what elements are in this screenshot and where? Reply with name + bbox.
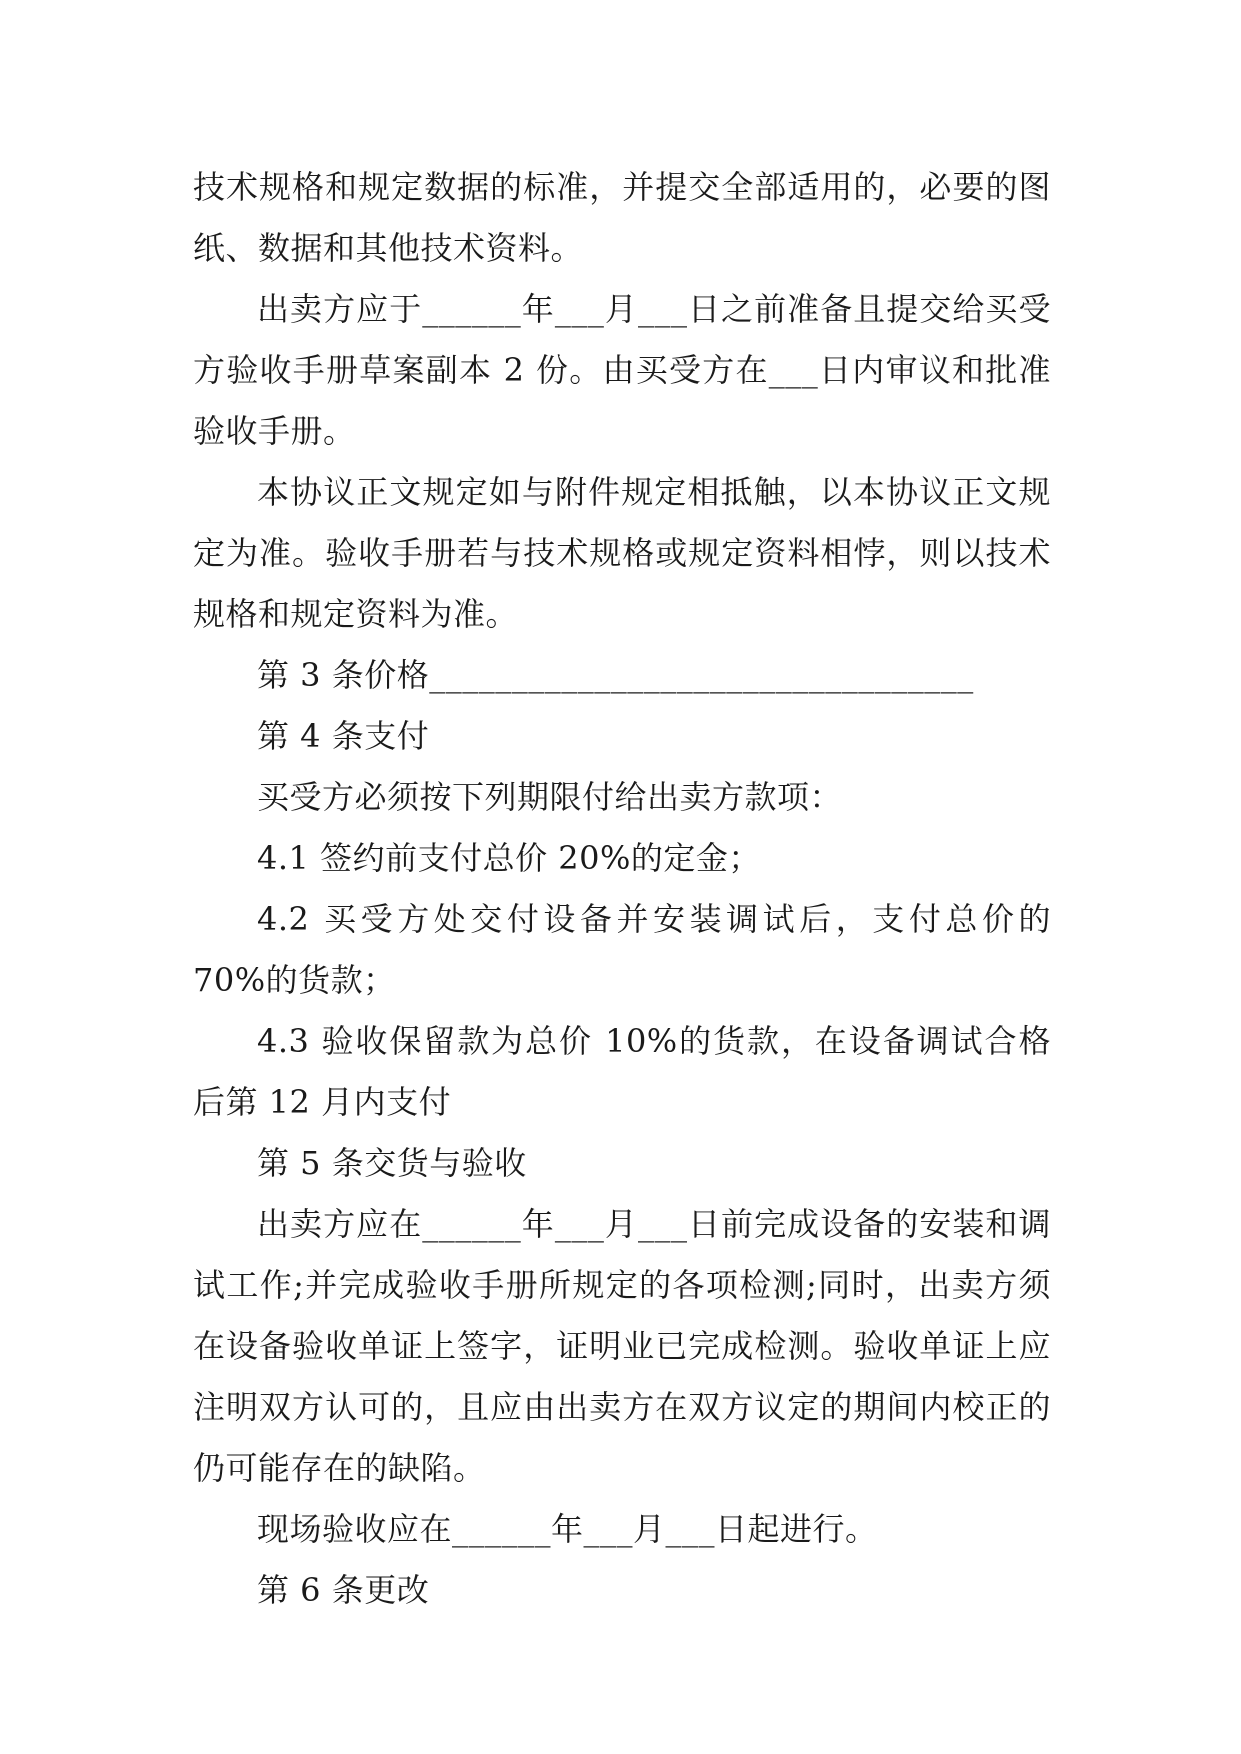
document-body xyxy=(193,157,1051,1621)
paragraph-payment-terms-intro: 买受方必须按下列期限付给出卖方款项： xyxy=(257,778,843,816)
clause-4-1: 4.1 签约前支付总价 20%的定金； xyxy=(257,839,761,877)
article-3-price: 第 3 条价格_________________________________ xyxy=(257,656,974,694)
article-5-heading: 第 5 条交货与验收 xyxy=(257,1144,527,1182)
article-6-heading: 第 6 条更改 xyxy=(257,1571,430,1609)
article-4-heading: 第 4 条支付 xyxy=(257,717,430,755)
paragraph-acceptance-manual-draft: 出卖方应于______年___月___日之前准备且提交给买受方验收手册草案副本 2 份。由买受方在___日内审议和批准验收手册。 xyxy=(193,290,1051,450)
paragraph-precedence-clause: 本协议正文规定如与附件规定相抵触，以本协议正文规定为准。验收手册若与技术规格或规定资料相悖，则以技术规格和规定资料为准。 xyxy=(193,473,1051,633)
paragraph-installation-commissioning: 出卖方应在______年___月___日前完成设备的安装和调试工作;并完成验收手册所规定的各项检测;同时，出卖方须在设备验收单证上签字，证明业已完成检测。验收单证上应注明双方认可的，且应由出卖方在双方议定的期间内校正的仍可能存在的缺陷。 xyxy=(193,1205,1051,1487)
clause-4-3: 4.3 验收保留款为总价 10%的货款，在设备调试合格后第 12 月内支付 xyxy=(193,1022,1051,1121)
paragraph-site-acceptance-date: 现场验收应在______年___月___日起进行。 xyxy=(257,1510,878,1548)
paragraph-tech-spec-continuation: 技术规格和规定数据的标准，并提交全部适用的，必要的图纸、数据和其他技术资料。 xyxy=(193,168,1051,267)
clause-4-2: 4.2 买受方处交付设备并安装调试后，支付总价的 70%的货款； xyxy=(193,900,1051,999)
